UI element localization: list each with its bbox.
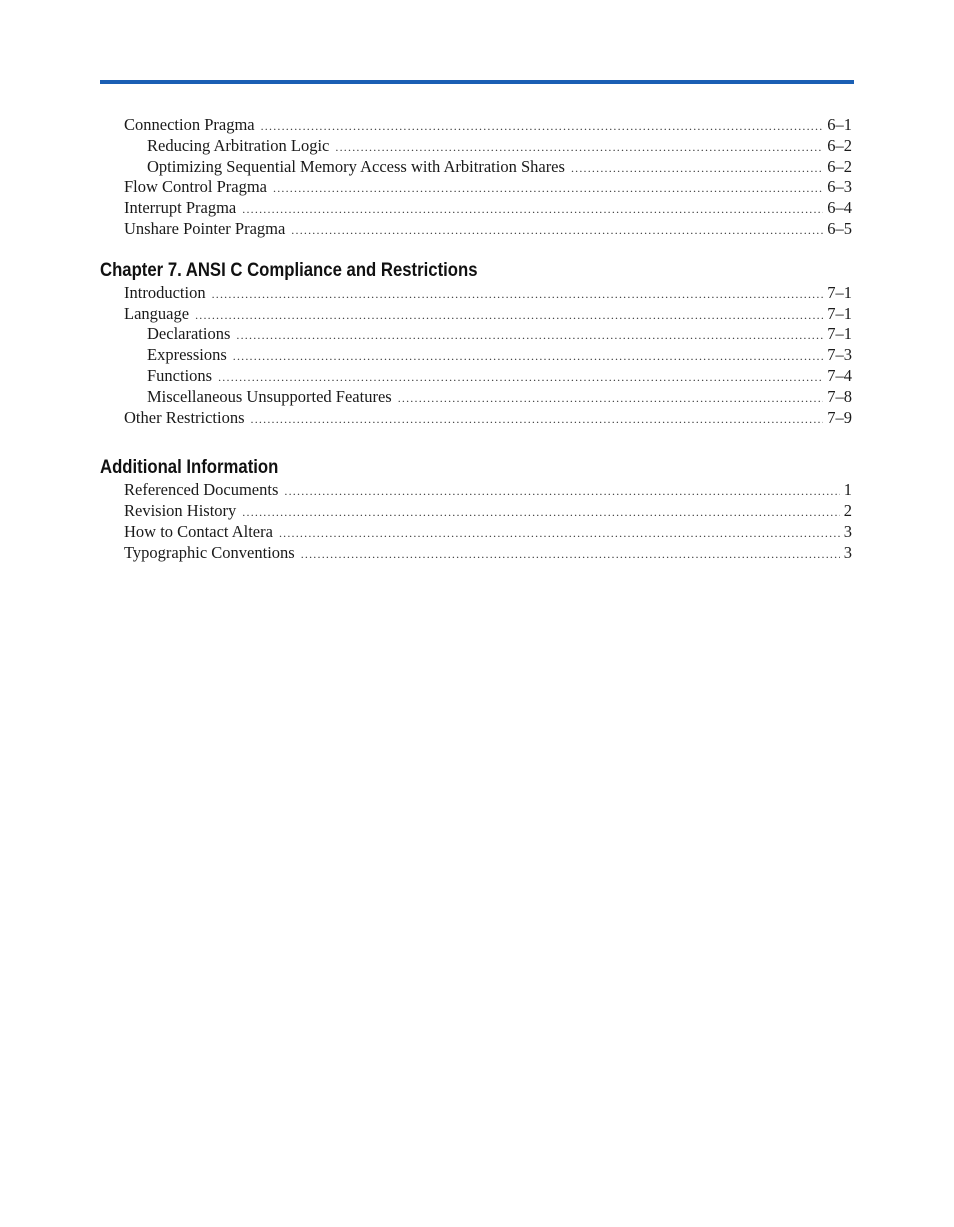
toc-group-additional-information: [100, 456, 852, 563]
toc-entry[interactable]: [100, 324, 852, 345]
toc-entry-title: Language: [124, 303, 190, 323]
toc-entry[interactable]: [100, 219, 852, 240]
toc-entry-title: Connection Pragma: [124, 115, 255, 134]
toc-entry[interactable]: [100, 283, 852, 304]
toc-entry-title: Revision History: [124, 501, 237, 521]
dot-leader: [251, 413, 824, 425]
toc-entry-title: Interrupt Pragma: [124, 198, 237, 218]
toc-entry-page: 7–4: [827, 365, 852, 385]
toc-entry-title: Declarations: [147, 324, 231, 344]
toc-entry-page: 7–9: [827, 407, 852, 427]
toc-entry[interactable]: [100, 480, 852, 501]
toc-entry-page: 7–8: [827, 386, 852, 406]
toc-entry[interactable]: [100, 304, 852, 325]
toc-entry-page: 1: [843, 480, 852, 500]
toc-entry-page: 6–4: [827, 198, 852, 218]
toc-entry-title: Typographic Conventions: [124, 542, 295, 562]
dot-leader: [398, 392, 824, 404]
toc-entry-page: 7–1: [827, 303, 852, 323]
toc-group-chapter6-continued: [100, 115, 852, 240]
toc-entry-title: Functions: [147, 365, 213, 385]
toc-entry-title: Expressions: [147, 345, 227, 365]
toc-entry-page: 7–1: [827, 324, 852, 344]
toc-entry[interactable]: [100, 522, 852, 543]
dot-leader: [284, 485, 839, 497]
toc-entry[interactable]: [100, 198, 852, 219]
toc-entry[interactable]: [100, 501, 852, 522]
toc-entry[interactable]: [100, 408, 852, 429]
dot-leader: [236, 329, 823, 341]
header-rule: [100, 80, 854, 84]
dot-leader: [212, 288, 824, 300]
dot-leader: [242, 203, 823, 215]
toc-entry-page: 6–2: [827, 156, 852, 176]
dot-leader: [195, 309, 823, 321]
dot-leader: [218, 371, 823, 383]
toc-entry-title: Introduction: [124, 282, 206, 302]
toc-entry-page: 6–3: [827, 177, 852, 197]
toc-entry-page: 7–3: [827, 345, 852, 365]
dot-leader: [571, 162, 823, 174]
dot-leader: [261, 120, 824, 132]
dot-leader: [242, 506, 839, 518]
toc-entry[interactable]: [100, 345, 852, 366]
toc-entry-title: Referenced Documents: [124, 480, 279, 500]
toc-entry-page: 3: [843, 542, 852, 562]
toc-entry-title: Miscellaneous Unsupported Features: [147, 386, 392, 406]
toc-entry-page: 6–5: [827, 218, 852, 238]
toc-entry-page: 7–1: [827, 282, 852, 302]
toc-entry-title: Other Restrictions: [124, 407, 245, 427]
toc-entry-title: Unshare Pointer Pragma: [124, 218, 286, 238]
toc-entry[interactable]: [100, 366, 852, 387]
toc-entry[interactable]: [100, 115, 852, 136]
toc-entry[interactable]: [100, 543, 852, 564]
dot-leader: [273, 182, 823, 194]
dot-leader: [301, 548, 840, 560]
toc-entry[interactable]: [100, 136, 852, 157]
toc-entry-page: 6–1: [827, 115, 852, 134]
dot-leader: [335, 141, 823, 153]
toc-entry[interactable]: [100, 157, 852, 178]
toc-group-chapter7: [100, 259, 852, 429]
toc-entry-title: Optimizing Sequential Memory Access with Arbitration Shares: [147, 156, 565, 176]
toc-entry-page: 6–2: [827, 135, 852, 155]
toc-entry-page: 3: [843, 521, 852, 541]
toc-entry[interactable]: [100, 387, 852, 408]
toc-entry[interactable]: [100, 177, 852, 198]
dot-leader: [291, 224, 823, 236]
table-of-contents: [100, 115, 852, 564]
toc-entry-page: 2: [843, 501, 852, 521]
toc-entry-title: Reducing Arbitration Logic: [147, 135, 330, 155]
toc-entry-title: How to Contact Altera: [124, 521, 273, 541]
chapter-heading[interactable]: Chapter 7. ANSI C Compliance and Restrictions: [100, 259, 478, 281]
dot-leader: [233, 350, 824, 362]
toc-entry-title: Flow Control Pragma: [124, 177, 267, 197]
dot-leader: [279, 527, 840, 539]
chapter-heading[interactable]: Additional Information: [100, 457, 279, 479]
